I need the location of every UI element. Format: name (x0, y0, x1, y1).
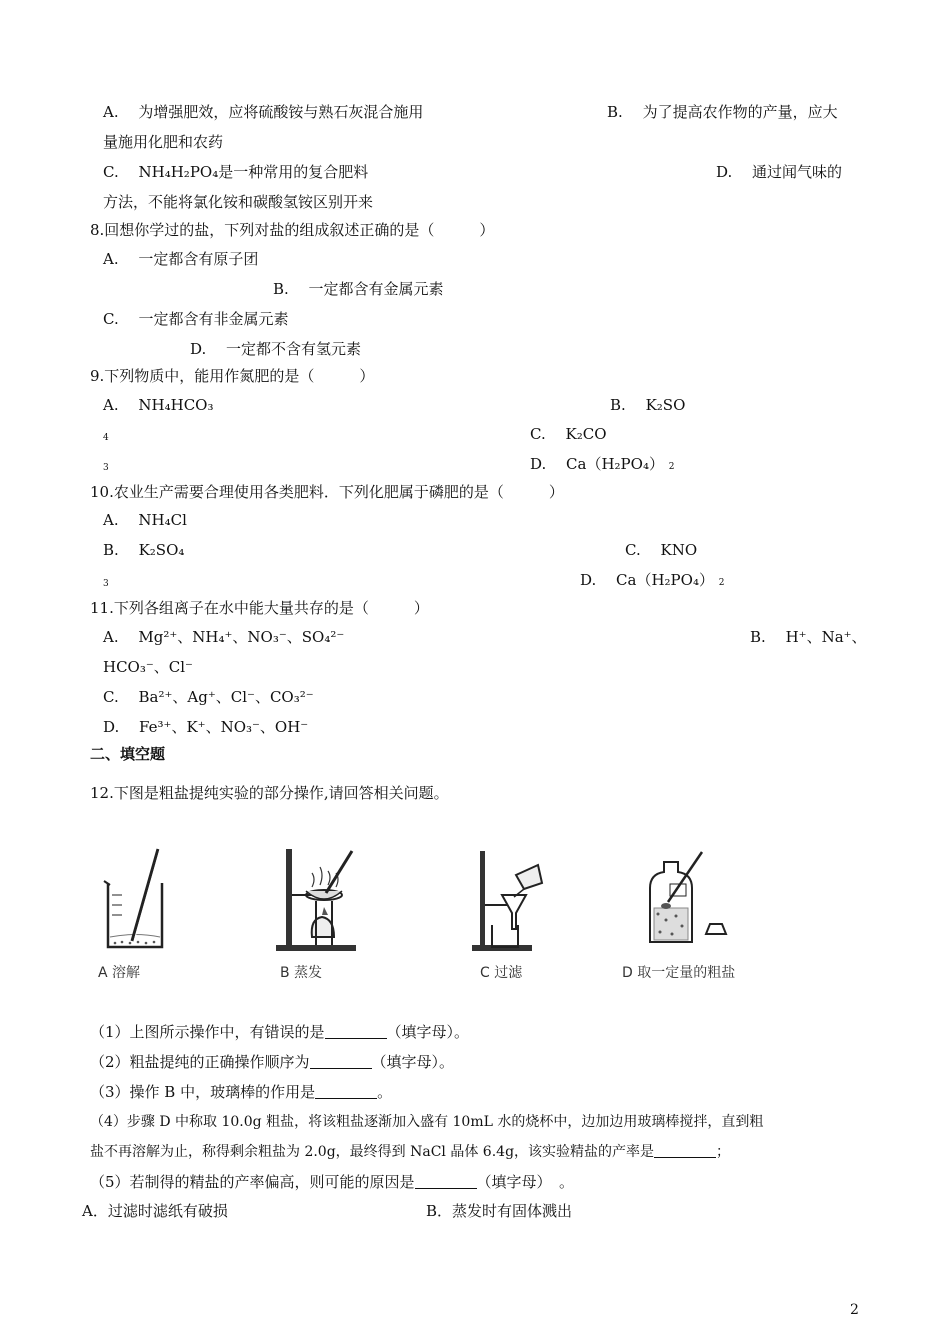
q9-option-b (610, 395, 685, 415)
option-label: B. (607, 103, 623, 121)
answer-blank[interactable] (315, 1084, 377, 1099)
q12-stem: 12.下图是粗盐提纯实验的部分操作,请回答相关问题。 (90, 784, 449, 802)
formula: K₂SO (645, 396, 686, 414)
q12-part-4-line1: （4）步骤 D 中称取 10.0g 粗盐，将该粗盐逐渐加入盛有 10mL 水的烧杯中，边加边用玻璃棒搅拌，直到粗 (90, 1114, 764, 1130)
q8-stem: 8.回想你学过的盐，下列对盐的组成叙述正确的是（ ） (90, 221, 495, 239)
option-label: A. (103, 103, 119, 121)
formula: K₂CO (565, 425, 607, 443)
ions: Mg²⁺、NH₄⁺、NO₃⁻、SO₄²⁻ (138, 628, 345, 646)
q9-option-d (530, 454, 674, 477)
q8-option-b: B. 一定都含有金属元素 (273, 280, 444, 298)
option-label: D. (103, 718, 120, 736)
q9-option-b-sub: 4 (103, 433, 109, 443)
part-text: （5）若制得的精盐的产率偏高，则可能的原因是 (90, 1173, 415, 1191)
formula: Ca（H₂PO₄） (616, 571, 714, 589)
q10-stem: 10.农业生产需要合理使用各类肥料．下列化肥属于磷肥的是（ ） (90, 483, 564, 501)
section-heading: 二、填空题 (90, 745, 166, 763)
option-label: D. (716, 163, 733, 181)
q12-part-2 (90, 1052, 454, 1072)
option-label: A. (103, 396, 119, 414)
figure-caption-b: B 蒸发 (280, 965, 323, 981)
q7-option-a (103, 102, 423, 122)
q11-option-b-cont: HCO₃⁻、Cl⁻ (103, 658, 193, 676)
q7-option-c (103, 162, 368, 182)
figure-caption-d: D 取一定量的粗盐 (622, 965, 736, 981)
q12-part-1 (90, 1022, 469, 1042)
page-number: 2 (850, 1302, 859, 1318)
q11-option-a (103, 627, 344, 647)
part-text: （3）操作 B 中，玻璃棒的作用是 (90, 1083, 316, 1101)
option-text: 通过闻气味的 (752, 163, 843, 181)
q9-stem: 9.下列物质中，能用作氮肥的是（ ） (90, 367, 375, 385)
q12-part-4-line2 (90, 1142, 730, 1162)
formula: NH₄HCO₃ (138, 396, 214, 414)
formula: NH₄H₂PO₄ (138, 163, 219, 181)
evaporation-figure (272, 845, 377, 955)
q12-part-5 (90, 1172, 574, 1192)
part-text: （填字母） 。 (476, 1173, 575, 1191)
beaker-stirring-figure (100, 845, 175, 955)
part-text: （填字母）。 (371, 1053, 455, 1071)
q7-option-b-cont: 量施用化肥和农药 (103, 133, 224, 151)
q7-option-d-cont: 方法，不能将氯化铵和碳酸氢铵区别开来 (103, 193, 374, 211)
q7-option-d (716, 162, 842, 182)
salt-jar-figure (640, 850, 730, 950)
q9-option-c (530, 424, 607, 444)
option-label: B. (610, 396, 626, 414)
part-text: （2）粗盐提纯的正确操作顺序为 (90, 1053, 310, 1071)
option-text: 为了提高农作物的产量，应大 (642, 103, 838, 121)
q10-option-c (625, 540, 697, 560)
q12-option-b: B．蒸发时有固体溅出 (426, 1202, 573, 1220)
figure-caption-c: C 过滤 (480, 965, 523, 981)
q10-option-a (103, 510, 187, 530)
q12-option-a: A．过滤时滤纸有破损 (82, 1202, 228, 1220)
part-text: 。 (377, 1083, 393, 1101)
q9-option-a (103, 395, 213, 415)
q10-option-b (103, 540, 184, 560)
option-label: C. (103, 163, 119, 181)
q10-option-d (580, 570, 724, 593)
option-label: C. (103, 688, 119, 706)
ions: Fe³⁺、K⁺、NO₃⁻、OH⁻ (139, 718, 309, 736)
option-label: C. (530, 425, 546, 443)
option-label: B. (750, 628, 766, 646)
answer-blank[interactable] (325, 1024, 387, 1039)
formula: NH₄Cl (138, 511, 187, 529)
q12-part-3 (90, 1082, 392, 1102)
option-label: B. (103, 541, 119, 559)
option-text: 是一种常用的复合肥料 (218, 163, 369, 181)
q9-option-c-sub: 3 (103, 463, 109, 473)
option-label: D. (530, 455, 547, 473)
ions: Ba²⁺、Ag⁺、Cl⁻、CO₃²⁻ (138, 688, 314, 706)
q8-option-a: A. 一定都含有原子团 (103, 250, 259, 268)
q8-option-d: D. 一定都不含有氢元素 (190, 340, 362, 358)
answer-blank[interactable] (310, 1054, 372, 1069)
figure-caption-a: A 溶解 (98, 965, 141, 981)
option-text: 为增强肥效，应将硫酸铵与熟石灰混合施用 (138, 103, 424, 121)
q10-option-c-sub: 3 (103, 579, 109, 589)
q7-option-b (607, 102, 838, 122)
answer-blank[interactable] (415, 1174, 477, 1189)
q11-option-c (103, 687, 314, 707)
option-label: D. (580, 571, 597, 589)
option-label: C. (625, 541, 641, 559)
formula: KNO (660, 541, 698, 559)
option-label: A. (103, 628, 119, 646)
formula-sub: 2 (718, 578, 725, 588)
part-text: 盐不再溶解为止，称得剩余粗盐为 2.0g，最终得到 NaCl 晶体 6.4g，该实验精盐的产率是 (90, 1144, 655, 1160)
q11-stem: 11.下列各组离子在水中能大量共存的是（ ） (90, 599, 429, 617)
q11-option-b (750, 627, 867, 647)
formula: Ca（H₂PO₄） (566, 455, 664, 473)
formula: K₂SO₄ (138, 541, 185, 559)
ions: H⁺、Na⁺、 (785, 628, 867, 646)
option-label: A. (103, 511, 119, 529)
answer-blank[interactable] (654, 1143, 716, 1158)
part-text: ； (716, 1144, 731, 1160)
q11-option-d (103, 717, 308, 737)
part-text: （填字母）。 (386, 1023, 470, 1041)
part-text: （1）上图所示操作中，有错误的是 (90, 1023, 325, 1041)
formula-sub: 2 (668, 462, 675, 472)
q8-option-c: C. 一定都含有非金属元素 (103, 310, 289, 328)
filtration-figure (470, 845, 550, 955)
